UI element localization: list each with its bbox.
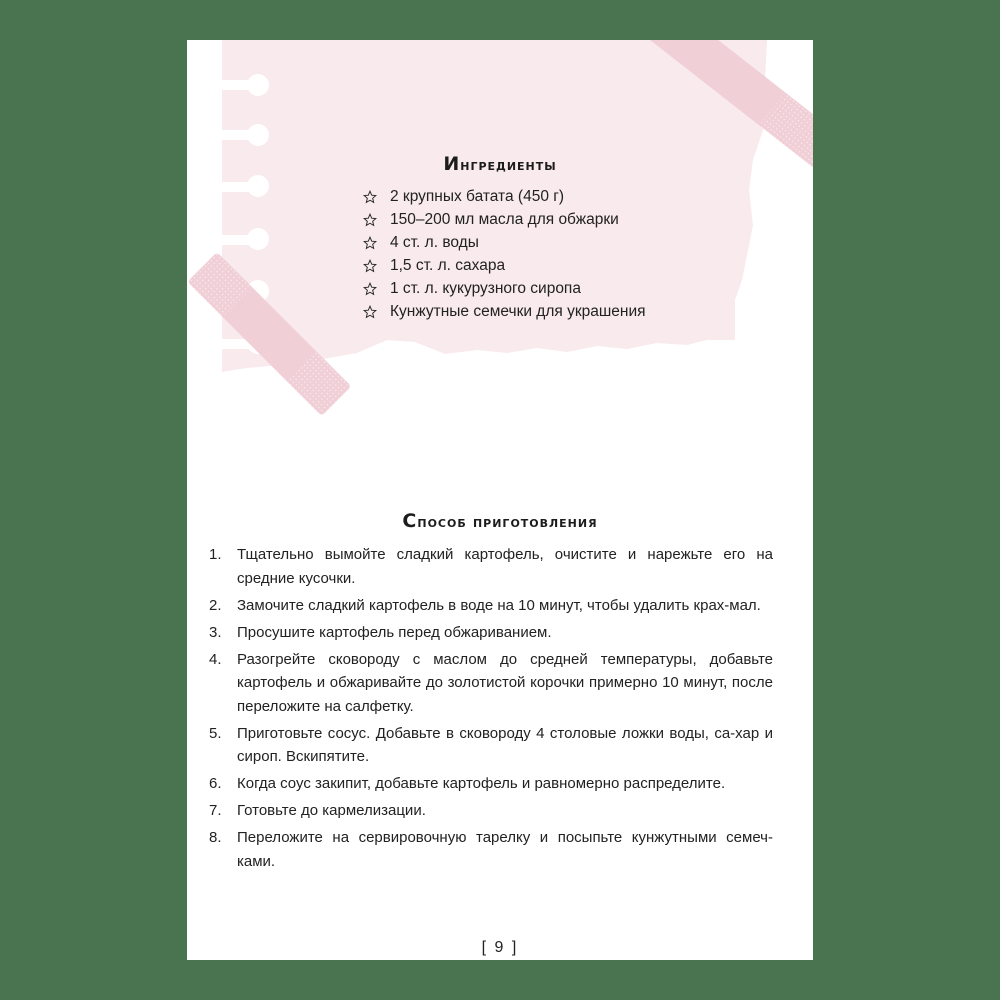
step-number: 2. [209, 596, 222, 614]
step-text: Когда соус закипит, добавьте картофель и равномерно распределите. [237, 775, 726, 792]
step-number: 4. [209, 650, 222, 668]
method-steps-list [209, 543, 773, 877]
step-text: Замочите сладкий картофель в воде на 10 минут, чтобы удалить крах-мал. [237, 596, 761, 614]
star-outline-icon [363, 282, 377, 296]
step-number: 8. [209, 829, 222, 846]
book-page [187, 40, 813, 960]
ingredients-list [363, 185, 646, 323]
ingredient-text: 150–200 мл масла для обжарки [390, 211, 619, 228]
ingredient-item [363, 300, 646, 323]
ingredient-item [363, 231, 646, 254]
ingredient-text: Кунжутные семечки для украшения [390, 303, 646, 320]
star-outline-icon [363, 259, 377, 273]
step-item [209, 543, 773, 590]
step-item [209, 648, 773, 719]
step-number: 1. [209, 546, 222, 563]
step-item [209, 799, 773, 823]
method-heading: Способ приготовления [402, 510, 598, 532]
ingredient-item [363, 185, 646, 208]
step-number: 6. [209, 775, 222, 792]
star-outline-icon [363, 305, 377, 319]
step-item [209, 722, 773, 769]
step-text: Переложите на сервировочную тарелку и посыпьте кунжутными семеч-ками. [237, 829, 773, 870]
step-item [209, 621, 773, 645]
ingredient-item [363, 208, 646, 231]
step-text: Просушите картофель перед обжариванием. [237, 623, 552, 641]
ingredient-item [363, 254, 646, 277]
step-number: 7. [209, 802, 222, 819]
ingredient-text: 1,5 ст. л. сахара [390, 257, 506, 274]
step-number: 3. [209, 623, 222, 641]
ingredient-text: 2 крупных батата (450 г) [390, 188, 565, 205]
step-item [209, 594, 773, 618]
step-text: Разогрейте сковороду с маслом до средней температуры, добавьте картофель и обжаривайте до золотистой корочки примерно 10 минут, после переложите на салфетку. [237, 650, 773, 715]
ingredient-text: 4 ст. л. воды [390, 234, 479, 251]
step-item [209, 826, 773, 873]
step-item [209, 772, 773, 796]
star-outline-icon [363, 236, 377, 250]
star-outline-icon [363, 213, 377, 227]
ingredient-item [363, 277, 646, 300]
star-outline-icon [363, 190, 377, 204]
page-number: [ 9 ] [481, 939, 519, 956]
step-text: Тщательно вымойте сладкий картофель, очистите и нарежьте его на средние кусочки. [237, 546, 773, 587]
ingredients-heading: Ингредиенты [443, 153, 557, 175]
step-text: Готовьте до кармелизации. [237, 802, 426, 819]
step-text: Приготовьте сосус. Добавьте в сковороду 4 столовые ложки воды, са-хар и сироп. Вскипятите. [237, 724, 773, 765]
ingredient-text: 1 ст. л. кукурузного сиропа [390, 280, 581, 297]
step-number: 5. [209, 724, 222, 742]
